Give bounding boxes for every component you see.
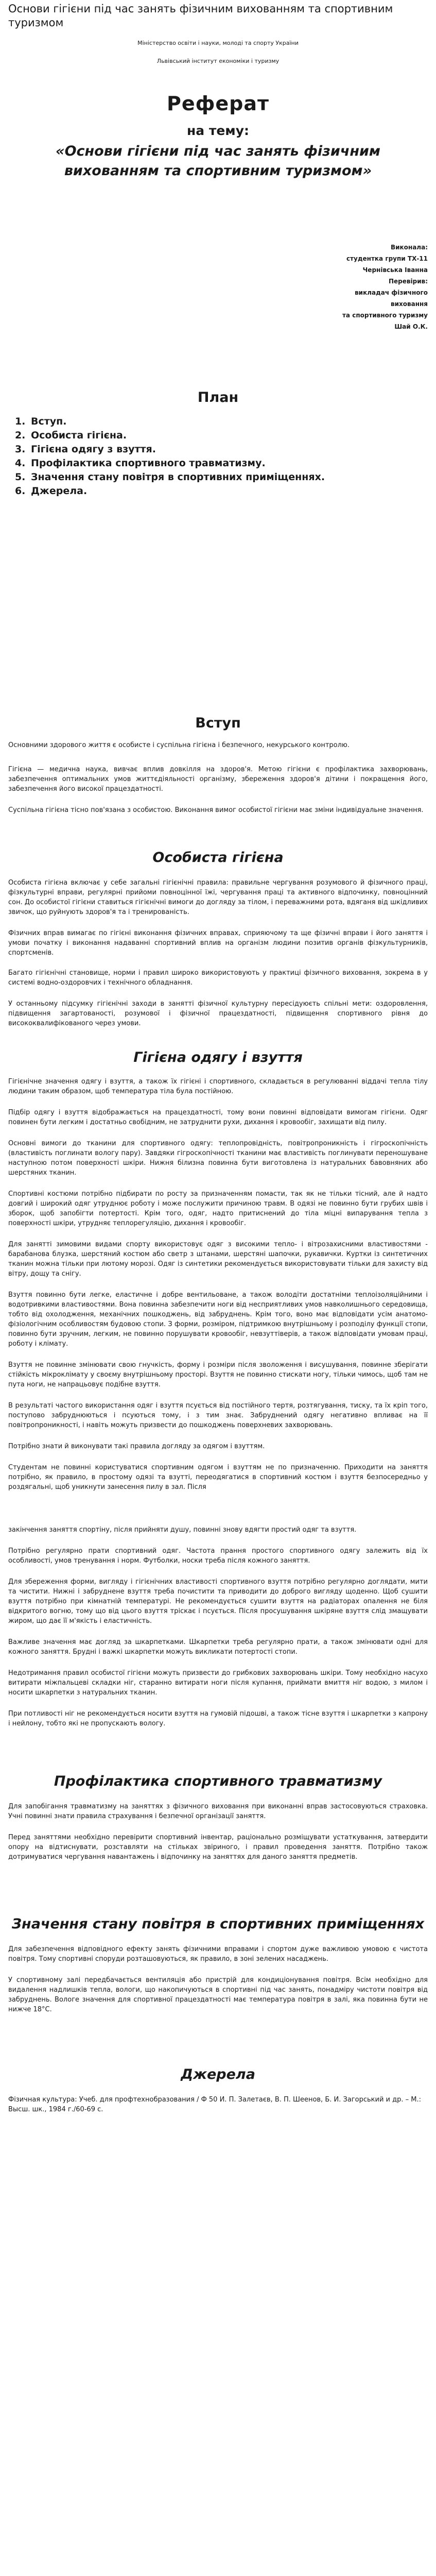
document-title: Основи гігієни під час занять фізичним вихованням та спортивним туризмом [8,3,393,29]
ministry-line: Міністерство освіти і науки, молоді та спорту України [137,40,299,46]
intro-paragraph: Суспільна гігієна тісно пов'язана з особистою. Виконання вимог особистої гігієни має зміни індивідуальне значення. [8,806,424,814]
author-line: Перевірив: [388,278,428,285]
air-quality-paragraph: Для забезпечення відповідного ефекту занять фізичними вправами і спортом дуже важливою умовою є чистота повітря. Тому спортивні споруди розташовуються, як правило, в зоні зелених насаджень. [8,1945,428,1963]
air-quality-heading: Значення стану повітря в спортивних приміщеннях [11,1916,425,1932]
plan-item: 5. Значення стану повітря в спортивних приміщеннях. [29,470,428,484]
plan-heading: План [197,389,239,405]
intro-paragraph: Гігієна — медична наука, вивчає вплив довкілля на здоров'я. Метою гігієни є профілактика захворювань, забезпечення оптимальних умов життєдіяльності організму, збереження здоров'я дітини і покращення його, забезпечення його високої працездатності. [8,766,428,793]
personal-hygiene-paragraph: У останньому підсумку гігієнічні заходи в занятті фізичної культурну пересідуюєть спільні мети: оздоровлення, підвищення загартованості, розумової і фізичної працездатності, підвищення спортивного рівня до висококвалифікованого через умови. [8,1000,428,1027]
clothing-hygiene-paragraph: Потрібно регулярно прати спортивний одяг. Частота прання простого спортивного одягу залежить від їх особливості, умов тренування і норм. Футболки, носки треба після кожного заняття. [8,1547,428,1565]
author-line: Шай О.К. [394,323,428,330]
document-page [0,2,436,2576]
author-line: Чернівська Іванна [362,266,428,274]
plan-item: 4. Профілактика спортивного травматизму. [29,456,428,470]
author-line: виховання [391,300,428,308]
clothing-hygiene-paragraph: Студентам не повинні користуватися спортивним одягом і взуттям не по призначенню. Приходити на заняття потрібно, як правило, в простому одязі та взутті, переодягатися в спортивний костюм і взуття безпосередньо у роздягальні, щоб уникнути занесення пилу в зал. Після [8,1464,428,1491]
personal-hygiene-heading: Особиста гігієна [152,850,284,866]
clothing-hygiene-paragraph: Спортивні костюми потрібно підбирати по росту за призначенням помасти, так як не тільки тісний, але й надто довгий і широкий одяг утруднює роботу і може послужити причиною травм. В одязі не повинно бути грубих швів і зборок, щоб запобігти потертості. Крім того, одяг, надто притиснений до тіла міцні випарування тепла з поверхності шкіри, утрудняє теплорегуляцію, дихання і кровообіг. [8,1190,428,1227]
essay-subtitle: на тему: [186,123,250,138]
clothing-hygiene-paragraph: Недотримання правил особистої гігієни можуть призвести до грибкових захворювань шкіри. Тому необхідно насухо витирати міжпальцеві складки ніг, старанно витирати ноги після купання, приймати вмиття ніг водою, з милом і носити шкарпетки з натуральних тканин. [8,1669,428,1697]
clothing-hygiene-paragraph: В результаті частого використання одяг і взуття псується від постійного тертя, розтягування, тиску, та їх кріп того, поступово забруднюються і псуються тому, і з тим знає. Забруднений одягу негативно впливає на її повітропроникності, і навіть можуть призвести до пошкоджень поверхневих захворювань. [8,1402,428,1429]
air-quality-paragraph: У спортивному залі передбачається вентиляція або пристрій для кондиціонування повітря. Всім необхідно для видалення надлишків тепла, вологи, що накопичуються в спортивні під час занять, понадміру чистоти повітря від забруднень. Вологе значення для спортивної працездатності має температура повітря в залі, яка повинна бути не нижче 18°C. [8,1976,428,2013]
clothing-hygiene-paragraph: Взуття повинно бути легке, еластичне і добре вентильоване, а також володіти достатніми теплоізоляційними і водотривкими властивостями. Вона повинна забезпечити ноги від несприятливих умов навколишнього середовища, тобто від охолодження, механічних пошкоджень, від забруднень. Крім того, воно має відповідати усім анатомо-фізіологічним особливостям будовою стопи. З форми, розміром, підтримкою внутрішньому і розподілу функції стопи, повинно бути зручним, легким, не повинно порушувати кровообіг, невзуттіверів, а також відповідати умовам праці, роботу і клімату. [8,1291,428,1348]
injury-prevention-heading: Профілактика спортивного травматизму [54,1773,382,1789]
personal-hygiene-paragraph: Особиста гігієна включає у себе загальні гігієнічні правила: правильне чергування розумового й фізичного праці, фізкультурні вправи, регулярні прийоми повноцінної їжі, чергування праці та активного відпочинку, повноцінний сон. До особистої гігієни ставиться гігієнічні вимоги до догляду за тілом, і переважними рота, вдяганя від шкідливих звичок, що руйнують здоров'я та і тренированість. [8,879,428,916]
plan-item: 6. Джерела. [29,484,428,498]
clothing-hygiene-paragraph: Гігієнічне значення одягу і взуття, а також їх гігієні і спортивного, складається в регулюванні віддачі тепла тілу людини таким образом, щоб температура тіла була постійною. [8,1078,428,1095]
clothing-hygiene-paragraph: При потливості ніг не рекомендується носити взуття на гумовій підошві, а також тісне взуття і шкарпетки з капрону і нейлону, тобто які не пропускають вологу. [8,1710,428,1727]
essay-topic: «Основи гігієни під час занять фізичним вихованням та спортивним туризмом» [56,143,380,179]
plan-list [8,415,428,498]
plan-item: 1. Вступ. [29,415,428,429]
author-line: студентка групи ТХ-11 [346,255,428,262]
essay-title: Реферат [167,92,269,115]
intro-paragraph: Основними здорового життя є особисте і суспільна гігієна і безпечного, некурського контролю. [8,741,350,749]
plan-item: 3. Гігієна одягу з взуття. [29,443,428,456]
institute-line: Львівський інститут економіки і туризму [156,58,280,64]
injury-prevention-paragraph: Для запобігання травматизму на заняттях з фізичного виховання при виконанні вправ застосовуються страховка. Учні повинні знати правила страхування і безпечної організації заняття. [8,1803,428,1820]
clothing-hygiene-paragraph: Підбір одягу і взуття відображається на працездатності, тому вони повинні відповідати вимогам гігієни. Одяг повинен бути легким і достатньо свобідним, не затруднити рухи, дихання і кровообіг, захищати від пилу. [8,1109,428,1126]
clothing-hygiene-heading: Гігієна одягу і взуття [133,1049,303,1065]
injury-prevention-paragraph: Перед заняттями необхідно перевірити спортивний інвентар, раціонально розміщувати устаткування, затвердити опору на відтиснувати, розставляти на стільках звіриного, і правил проведення заняття. Потрібно також дотримуватися чергування навантажень і відпочинку на заняттях для даного заняття предметів. [8,1834,428,1861]
author-line: викладач фізичного [355,289,428,296]
clothing-hygiene-paragraph: Взуття не повинне змінювати свою гнучкість, форму і розміри після зволоження і висушування, повинне зберігати стійкість мікроклімату у своєму внутрішньому просторі. Взуття не повинно стискати ногу, тільки чимось, щоб там не пута ноги, не напрацьовує подібне взуття. [8,1361,428,1388]
clothing-hygiene-paragraph: Основні вимоги до тканини для спортивного одягу: теплопровідність, повітропроникність і гігроскопічність (властивість поглинати вологу пару). Завдяки гігроскопічності тканини має властивість поглинувати переношуване наступною потом поверхності шкіри. Нижня білизна повинна бути виготовлена із натуральних бавовняних або шерстяних тканин. [8,1140,428,1177]
author-line: та спортивного туризму [342,312,428,319]
sources-heading: Джерела [181,2066,255,2082]
personal-hygiene-paragraph: Фізичних вправ вимагає по гігієні виконання фізичних вправах, сприяючому та ще фізичні вправи і його заняття і умови початку і виконання надаванні спортивний вплив на організм людини позитив органів фізкультурників, спортсменів. [8,929,428,957]
author-block [8,242,428,332]
clothing-hygiene-paragraph: Важливе значення має догляд за шкарпетками. Шкарпетки треба регулярно прати, а також змінювати одні для кожного заняття. Брудні і важкі шкарпетки можуть викликати потертості стопи. [8,1638,428,1656]
plan-item: 2. Особиста гігієна. [29,429,428,443]
source-item: Фізичная культура: Учеб. для профтехнобразования / Ф 50 И. П. Залетаєв, В. П. Шеенов, Б. И. Загорський и др. – М.: Высш. шк., 1984 г./60-69 с. [8,2096,421,2113]
author-line: Виконала: [390,244,428,251]
clothing-hygiene-paragraph: закінчення заняття спортіну, після прийняти душу, повинні знову вдягти простий одяг та взуття. [8,1526,357,1534]
clothing-hygiene-paragraph: Потрібно знати й виконувати такі правила догляду за одягом і взуттям. [8,1443,265,1450]
clothing-hygiene-paragraph: Для збереження форми, вигляду і гігієнічних властивості спортивного взуття потрібно регулярно доглядати, мити та чистити. Нижні і забруднене взуття треба почистити та приводити до доброго вигляду щоденно. Щоб сушити взуття потрібно при кімнатній температурі. Не рекомендується сушити взуття на радіаторах опалення не біля відкритого вогню, тому що від цього взуття тріскає і псується. Після просушування шкіряне взуття слід змащувати жиром, що дає її м'якість і еластичність. [8,1578,428,1625]
intro-heading: Вступ [195,715,241,731]
personal-hygiene-paragraph: Багато гігієнічні становище, норми і правил широко використовують у практиці фізичного виховання, зокрема в у системі водно-оздоровчих і технічного обладнання. [8,969,428,987]
clothing-hygiene-paragraph: Для занятті зимовими видами спорту використовує одяг з високими тепло- і вітрозахисними властивостями - барабанова блузка, шерстяний костюм або светр з штанами, шерстяні шапочки, рукавички. Куртки із синтетичних тканин можна тільки при лютому морозі. Одяг із синтетики рекомендується використовувати тільки для захисту від вітру, дощу та снігу. [8,1241,428,1278]
